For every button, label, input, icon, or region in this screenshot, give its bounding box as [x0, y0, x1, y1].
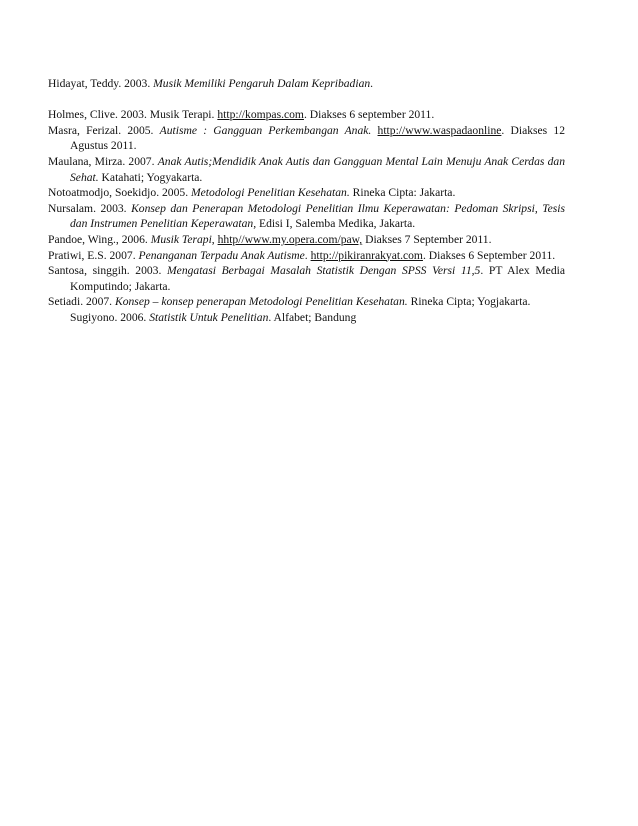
reference-author: Setiadi. 2007.	[48, 295, 115, 309]
reference-separator: ,	[211, 232, 218, 246]
reference-separator: .	[304, 248, 311, 262]
reference-title: Musik Memiliki Pengaruh Dalam Kepribadian	[153, 77, 371, 90]
reference-detail: . Diakses 6 september 2011.	[303, 108, 435, 122]
reference-title: Musik Terapi	[150, 232, 212, 246]
reference-item	[48, 76, 565, 92]
reference-list	[48, 76, 565, 326]
reference-author: Masra, Ferizal. 2005.	[48, 123, 160, 137]
reference-detail: .	[370, 77, 374, 90]
reference-detail: Rineka Cipta; Yogjakarta.	[407, 295, 531, 309]
reference-title: Penanganan Terpadu Anak Autisme	[138, 248, 305, 262]
reference-title: Anak Autis;Mendidik Anak Autis dan Gangguan Mental Lain Menuju Anak Cerdas dan Sehat.	[70, 154, 565, 184]
reference-detail: . Alfabet; Bandung	[268, 310, 357, 324]
reference-item	[48, 310, 565, 326]
reference-author: Hidayat, Teddy. 2003.	[48, 77, 154, 90]
reference-detail: Edisi I, Salemba Medika, Jakarta.	[256, 217, 416, 231]
reference-link[interactable]: http://www.waspadaonline	[377, 123, 502, 137]
reference-author: Santosa, singgih. 2003.	[48, 264, 168, 278]
reference-item	[48, 263, 565, 294]
reference-link[interactable]: http://pikiranrakyat.com	[310, 248, 423, 262]
reference-title: Autisme : Gangguan Perkembangan Anak.	[159, 123, 372, 137]
reference-item	[48, 201, 565, 232]
reference-author: Pandoe, Wing., 2006.	[48, 232, 151, 246]
reference-title: Konsep dan Penerapan Metodologi Penelitian Ilmu Keperawatan: Pedoman Skripsi, Tesis dan Instrumen Penelitian Keperawatan,	[70, 201, 566, 231]
reference-author: Pratiwi, E.S. 2007.	[48, 248, 139, 262]
reference-item	[48, 107, 565, 123]
reference-title: Statistik Untuk Penelitian	[149, 310, 269, 324]
reference-detail: . PT Alex Media Komputindo; Jakarta.	[70, 264, 565, 293]
reference-item	[48, 248, 565, 264]
reference-item	[48, 154, 565, 185]
reference-title: Metodologi Penelitian Kesehatan.	[191, 186, 350, 200]
reference-author: Nursalam. 2003.	[48, 201, 132, 215]
reference-detail: . Diakses 6 September 2011.	[422, 248, 556, 262]
reference-item	[48, 232, 565, 248]
reference-item	[48, 185, 565, 201]
reference-link[interactable]: hhtp//www.my.opera.com/paw,	[217, 232, 363, 246]
reference-author: Maulana, Mirza. 2007.	[48, 154, 158, 168]
reference-title: Mengatasi Berbagai Masalah Statistik Dengan SPSS Versi 11,5	[167, 264, 481, 278]
reference-title: Konsep – konsep penerapan Metodologi Penelitian Kesehatan.	[114, 295, 408, 309]
reference-item	[48, 123, 565, 154]
reference-detail: Rineka Cipta: Jakarta.	[349, 186, 456, 200]
reference-author: Sugiyono. 2006.	[70, 310, 150, 324]
reference-link[interactable]: http://kompas.com	[217, 108, 304, 122]
reference-detail: Katahati; Yogyakarta.	[98, 170, 203, 184]
reference-detail: Diakses 7 September 2011.	[362, 232, 492, 246]
reference-detail: . Diakses 12 Agustus 2011.	[70, 123, 565, 153]
reference-author: Notoatmodjo, Soekidjo. 2005.	[48, 186, 191, 200]
reference-item	[48, 294, 565, 310]
reference-author: Holmes, Clive. 2003. Musik Terapi.	[48, 108, 218, 122]
